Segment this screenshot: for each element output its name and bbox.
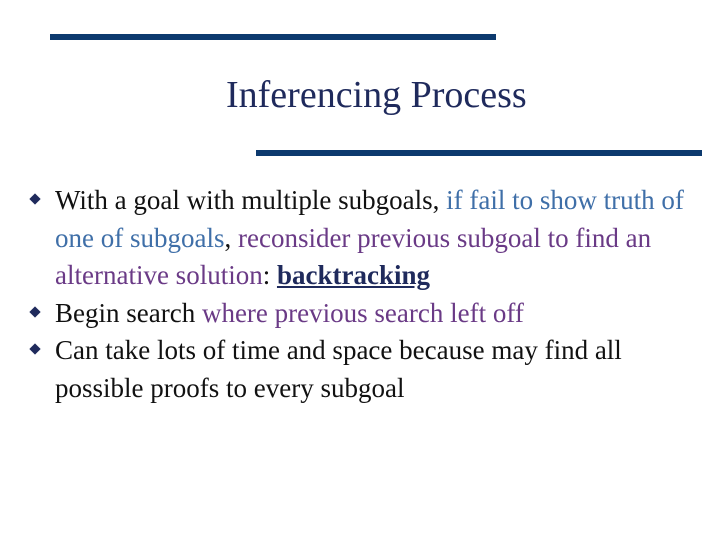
bullet-text-segment: if fail to show truth of one of subgoals	[55, 185, 684, 253]
bullet-item	[28, 182, 700, 295]
bullet-text-segment: :	[262, 260, 277, 290]
bullet-text-segment: Can take lots of time and space because may find all possible proofs to every subgoal	[55, 335, 622, 403]
bullet-text-segment: where previous search left off	[201, 297, 524, 328]
diamond-bullet-icon	[29, 193, 40, 204]
diamond-bullet-icon	[29, 306, 40, 317]
bullet-item	[28, 295, 700, 333]
bottom-decorative-rule	[256, 150, 702, 156]
top-decorative-rule	[50, 34, 496, 40]
bullet-text-segment: ,	[224, 222, 238, 253]
bullet-list	[28, 182, 700, 407]
bullet-item	[28, 332, 700, 407]
bullet-text-segment: Begin search	[55, 297, 202, 328]
bullet-text-segment: With a goal with multiple subgoals,	[55, 185, 447, 215]
diamond-bullet-icon	[29, 343, 40, 354]
bullet-keyword: backtracking	[276, 260, 430, 290]
bullet-text-segment: reconsider previous subgoal to find an alternative solution	[55, 222, 652, 290]
slide-title: Inferencing Process	[226, 74, 527, 116]
